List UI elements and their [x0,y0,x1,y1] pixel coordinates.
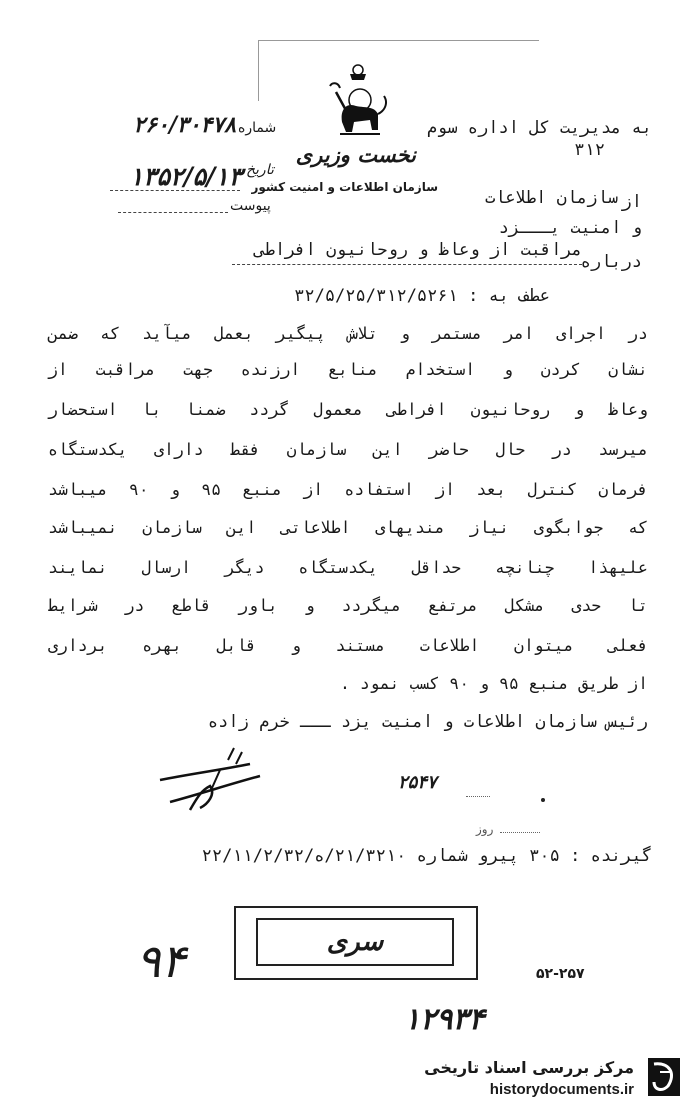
faint-dash [466,796,490,797]
body-line: علیهذا چنانچه حداقل یکدستگاه دیگر ارسال نمایند [48,558,648,577]
body-line: میرسد در حال حاضر این سازمان فقط دارای یکدستگاه [48,440,648,459]
body-line: فعلی میتوان اطلاعات مستند و قابل بهره برداری [48,636,648,655]
top-frame [258,40,539,101]
lion-and-sun-emblem-icon [322,62,392,142]
from-value-2: و امنیت یـــزد [498,218,642,238]
from-label: از [621,192,642,212]
body-line: که جوابگوی نیاز مندیهای اطلاعاتی این سازمان نمیباشد [48,518,648,537]
secret-stamp-inner [256,918,454,966]
archive-center-name: مرکز بررسی اسناد تاریخی [424,1058,634,1077]
body-line: تا حدی مشکل مرتفع میگردد و باور قاطع در شرایط [48,596,648,615]
dot-mark [541,798,545,802]
to-line: به مدیریت کل اداره سوم [426,118,652,138]
margin-number: ۹۴ [136,934,186,988]
archive-logo-icon [640,1052,686,1102]
number-value: ۲۶۰/۳۰۴۷۸ [133,112,236,138]
date-label: تاریخ [246,162,274,178]
body-line: وعاظ و روحانیون افراطی معمول گردد ضمنا با استحضار [48,400,648,419]
secret-stamp [234,906,478,980]
date-underline [110,190,240,191]
org-label: سازمان اطلاعات و امنیت کشور [251,180,438,194]
attachment-underline [118,212,228,213]
secret-stamp-text: سری [326,927,384,957]
recipient-line: گیرنده : ۳۰۵ پیرو شماره ۲۱/۳۲۱۰/ه/۲۲/۱۱/۲/۳۲ [201,846,652,866]
bottom-number: ۱۲۹۳۴ [404,1002,485,1037]
signature-line: رئیس سازمان اطلاعات و امنیت یزد ـــ خرم زاده [207,712,648,732]
faint-dash-2 [500,832,540,833]
doc-code: ۵۲-۲۵۷ [536,966,585,982]
subject-value: مراقبت از وعاظ و روحانیون افراطی [254,240,582,260]
handwritten-note: ۲۵۴۷ [398,772,437,793]
handwritten-signature [150,740,270,820]
body-line: فرمان کنترل بعد از استفاده از منبع ۹۵ و ۹۰ میباشد [48,480,648,499]
body-line: در اجرای امر مستمر و تلاش پیگیر بعمل میآید که ضمن [48,324,648,343]
body-line: نشان کردن و استخدام منابع ارزنده جهت مراقبت از [48,360,648,379]
to-code: ۳۱۲ [574,140,605,160]
date-value: ۱۳۵۲/۵/۱۳ [129,162,242,191]
body-line-last: از طریق منبع ۹۵ و ۹۰ کسب نمود . [340,674,648,693]
number-label: شماره [238,120,277,136]
attachment-label: پیوست [230,198,271,214]
subject-underline [232,264,582,265]
archive-website: historydocuments.ir [489,1081,634,1098]
emblem-title: نخست وزیری [295,142,416,167]
subject-label: درباره [580,252,642,272]
recipient-small: روز [476,822,494,836]
from-value: سازمان اطلاعات [484,188,618,208]
reference-line: عطف به : ۳۲/۵/۲۵/۳۱۲/۵۲۶۱ [294,286,550,306]
